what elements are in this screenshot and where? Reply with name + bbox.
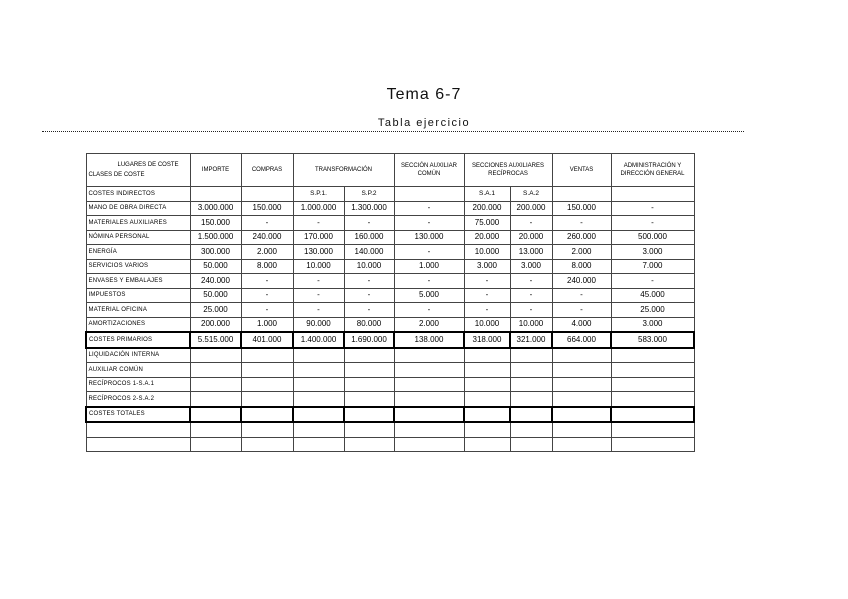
- subheader-sp2: S.P.2: [344, 187, 394, 202]
- blank-cell: [190, 422, 241, 437]
- row-value-cell: 200.000: [510, 201, 552, 216]
- table-row: [86, 363, 694, 378]
- header-corner-cell: [86, 154, 190, 187]
- subheader-costes-indirectos: COSTES INDIRECTOS: [86, 187, 190, 202]
- row-value-cell: 5.000: [394, 288, 464, 303]
- row-value-cell: [552, 377, 611, 392]
- row-value-cell: [510, 348, 552, 363]
- dotted-divider: [42, 131, 744, 132]
- table-row: [86, 303, 694, 318]
- row-value-cell: -: [611, 216, 694, 231]
- row-value-cell: 2.000: [241, 245, 293, 260]
- blank-row: [86, 422, 694, 437]
- row-value-cell: 1.500.000: [190, 230, 241, 245]
- row-value-cell: 150.000: [241, 201, 293, 216]
- row-value-cell: [293, 392, 344, 407]
- row-value-cell: [611, 392, 694, 407]
- row-value-cell: 90.000: [293, 317, 344, 332]
- blank-cell: [552, 422, 611, 437]
- row-value-cell: [241, 407, 293, 423]
- row-value-cell: [344, 363, 394, 378]
- blank-cell: [293, 422, 344, 437]
- row-value-cell: 318.000: [464, 332, 510, 348]
- table-row: [86, 317, 694, 332]
- subheader-row: [86, 187, 694, 202]
- row-concept: AUXILIAR COMÚN: [86, 363, 190, 378]
- subheader-cell: [611, 187, 694, 202]
- row-value-cell: 4.000: [552, 317, 611, 332]
- row-value-cell: 75.000: [464, 216, 510, 231]
- row-value-cell: 5.515.000: [190, 332, 241, 348]
- row-value-cell: -: [293, 274, 344, 289]
- row-value-cell: [241, 363, 293, 378]
- row-value-cell: [510, 377, 552, 392]
- header-lugares-de-coste: LUGARES DE COSTE: [117, 162, 179, 168]
- row-value-cell: 10.000: [464, 317, 510, 332]
- row-value-cell: [552, 407, 611, 423]
- table-header-row: [86, 154, 694, 187]
- row-concept: MATERIALES AUXILIARES: [86, 216, 190, 231]
- subheader-sa2: S.A.2: [510, 187, 552, 202]
- blank-cell: [464, 437, 510, 452]
- row-value-cell: 150.000: [552, 201, 611, 216]
- header-seccion-auxiliar-comun: SECCIÓN AUXILIAR COMÚN: [394, 154, 464, 187]
- row-value-cell: 200.000: [464, 201, 510, 216]
- row-value-cell: 50.000: [190, 288, 241, 303]
- row-value-cell: [464, 348, 510, 363]
- blank-cell: [611, 437, 694, 452]
- row-value-cell: -: [552, 288, 611, 303]
- row-value-cell: [510, 392, 552, 407]
- blank-cell: [344, 437, 394, 452]
- row-value-cell: [190, 377, 241, 392]
- row-value-cell: [611, 377, 694, 392]
- header-clases-de-coste: CLASES DE COSTE: [88, 172, 145, 178]
- row-value-cell: -: [464, 288, 510, 303]
- table-row: [86, 274, 694, 289]
- row-value-cell: -: [510, 288, 552, 303]
- row-value-cell: [344, 348, 394, 363]
- row-value-cell: [464, 407, 510, 423]
- row-value-cell: -: [394, 216, 464, 231]
- table-row: [86, 392, 694, 407]
- row-value-cell: 240.000: [552, 274, 611, 289]
- table-row: [86, 201, 694, 216]
- row-value-cell: 170.000: [293, 230, 344, 245]
- table-row: [86, 245, 694, 260]
- row-value-cell: 80.000: [344, 317, 394, 332]
- table-row: [86, 230, 694, 245]
- row-value-cell: 13.000: [510, 245, 552, 260]
- row-concept: SERVICIOS VARIOS: [86, 259, 190, 274]
- row-concept: ENVASES Y EMBALAJES: [86, 274, 190, 289]
- blank-cell: [86, 422, 190, 437]
- row-concept: ENERGÍA: [86, 245, 190, 260]
- blank-cell: [510, 437, 552, 452]
- row-value-cell: [344, 392, 394, 407]
- row-value-cell: [190, 363, 241, 378]
- header-importe: IMPORTE: [190, 154, 241, 187]
- row-value-cell: -: [344, 303, 394, 318]
- row-value-cell: 140.000: [344, 245, 394, 260]
- subheader-sa1: S.A.1: [464, 187, 510, 202]
- row-value-cell: -: [394, 245, 464, 260]
- blank-cell: [394, 422, 464, 437]
- row-value-cell: -: [241, 288, 293, 303]
- row-value-cell: [464, 377, 510, 392]
- row-concept: RECÍPROCOS 2-S.A.2: [86, 392, 190, 407]
- row-value-cell: [611, 363, 694, 378]
- row-value-cell: 240.000: [241, 230, 293, 245]
- table-row: [86, 377, 694, 392]
- header-transformacion: TRANSFORMACIÓN: [293, 154, 394, 187]
- row-value-cell: 583.000: [611, 332, 694, 348]
- row-concept: LIQUIDACIÓN INTERNA: [86, 348, 190, 363]
- header-compras: COMPRAS: [241, 154, 293, 187]
- row-concept: MANO DE OBRA DIRECTA: [86, 201, 190, 216]
- row-value-cell: -: [344, 288, 394, 303]
- row-value-cell: -: [241, 274, 293, 289]
- row-value-cell: [464, 392, 510, 407]
- row-value-cell: 200.000: [190, 317, 241, 332]
- row-value-cell: 1.000: [241, 317, 293, 332]
- row-value-cell: -: [293, 303, 344, 318]
- row-value-cell: 3.000: [464, 259, 510, 274]
- row-value-cell: 25.000: [190, 303, 241, 318]
- row-concept: AMORTIZACIONES: [86, 317, 190, 332]
- row-value-cell: 50.000: [190, 259, 241, 274]
- row-value-cell: -: [241, 216, 293, 231]
- row-value-cell: 150.000: [190, 216, 241, 231]
- row-value-cell: 45.000: [611, 288, 694, 303]
- row-value-cell: 1.690.000: [344, 332, 394, 348]
- row-value-cell: -: [510, 303, 552, 318]
- row-value-cell: [510, 407, 552, 423]
- row-value-cell: 1.000.000: [293, 201, 344, 216]
- table-row: [86, 216, 694, 231]
- row-value-cell: 20.000: [464, 230, 510, 245]
- row-value-cell: 664.000: [552, 332, 611, 348]
- row-value-cell: [293, 407, 344, 423]
- row-value-cell: 1.400.000: [293, 332, 344, 348]
- row-value-cell: 3.000: [510, 259, 552, 274]
- row-value-cell: [293, 348, 344, 363]
- subheader-cell: [394, 187, 464, 202]
- subheader-cell: [241, 187, 293, 202]
- row-concept: RECÍPROCOS 1-S.A.1: [86, 377, 190, 392]
- row-value-cell: 2.000: [394, 317, 464, 332]
- row-value-cell: [394, 377, 464, 392]
- blank-cell: [86, 437, 190, 452]
- row-value-cell: -: [552, 216, 611, 231]
- row-value-cell: [552, 392, 611, 407]
- blank-cell: [464, 422, 510, 437]
- header-administracion: ADMINISTRACIÓN Y DIRECCIÓN GENERAL: [611, 154, 694, 187]
- row-value-cell: -: [394, 303, 464, 318]
- blank-row: [86, 437, 694, 452]
- page-title: Tema 6-7: [386, 86, 462, 103]
- table-row: [86, 288, 694, 303]
- row-value-cell: 300.000: [190, 245, 241, 260]
- row-value-cell: [394, 392, 464, 407]
- row-value-cell: 7.000: [611, 259, 694, 274]
- row-value-cell: [510, 363, 552, 378]
- row-value-cell: -: [394, 274, 464, 289]
- blank-cell: [611, 422, 694, 437]
- header-secciones-reciprocas: SECCIONES AUXILIARES RECÍPROCAS: [464, 154, 552, 187]
- row-value-cell: 3.000: [611, 245, 694, 260]
- row-concept: COSTES TOTALES: [86, 407, 190, 423]
- row-value-cell: [394, 363, 464, 378]
- row-value-cell: -: [464, 303, 510, 318]
- blank-cell: [394, 437, 464, 452]
- row-value-cell: [464, 363, 510, 378]
- row-value-cell: -: [344, 216, 394, 231]
- row-value-cell: 25.000: [611, 303, 694, 318]
- costes-primarios-row: [86, 332, 694, 348]
- row-value-cell: [611, 348, 694, 363]
- row-value-cell: [241, 348, 293, 363]
- row-value-cell: 10.000: [464, 245, 510, 260]
- row-value-cell: -: [344, 274, 394, 289]
- cost-table: [85, 153, 695, 452]
- row-value-cell: 240.000: [190, 274, 241, 289]
- row-value-cell: -: [293, 288, 344, 303]
- row-value-cell: -: [394, 201, 464, 216]
- row-value-cell: [394, 348, 464, 363]
- row-value-cell: [241, 392, 293, 407]
- blank-cell: [344, 422, 394, 437]
- row-value-cell: 500.000: [611, 230, 694, 245]
- subheader-cell: [552, 187, 611, 202]
- row-value-cell: -: [611, 201, 694, 216]
- row-value-cell: 401.000: [241, 332, 293, 348]
- row-value-cell: 1.300.000: [344, 201, 394, 216]
- row-value-cell: 10.000: [344, 259, 394, 274]
- blank-cell: [510, 422, 552, 437]
- row-value-cell: [293, 377, 344, 392]
- row-value-cell: -: [241, 303, 293, 318]
- row-concept: MATERIAL OFICINA: [86, 303, 190, 318]
- costes-totales-row: [86, 407, 694, 423]
- blank-cell: [552, 437, 611, 452]
- row-value-cell: -: [464, 274, 510, 289]
- row-value-cell: 160.000: [344, 230, 394, 245]
- row-value-cell: [611, 407, 694, 423]
- row-value-cell: [552, 348, 611, 363]
- subheader-sp1: S.P.1.: [293, 187, 344, 202]
- row-value-cell: 10.000: [293, 259, 344, 274]
- row-value-cell: [293, 363, 344, 378]
- blank-cell: [190, 437, 241, 452]
- row-value-cell: [552, 363, 611, 378]
- row-concept: COSTES PRIMARIOS: [86, 332, 190, 348]
- row-value-cell: 130.000: [293, 245, 344, 260]
- page-subtitle: Tabla ejercicio: [377, 117, 471, 129]
- row-value-cell: [344, 377, 394, 392]
- row-value-cell: 8.000: [241, 259, 293, 274]
- row-concept: IMPUESTOS: [86, 288, 190, 303]
- row-value-cell: 321.000: [510, 332, 552, 348]
- row-value-cell: [190, 392, 241, 407]
- row-value-cell: 3.000: [611, 317, 694, 332]
- subheader-cell: [190, 187, 241, 202]
- blank-cell: [241, 437, 293, 452]
- row-value-cell: 1.000: [394, 259, 464, 274]
- table-row: [86, 259, 694, 274]
- row-value-cell: -: [611, 274, 694, 289]
- row-value-cell: 138.000: [394, 332, 464, 348]
- row-value-cell: 8.000: [552, 259, 611, 274]
- row-value-cell: -: [510, 274, 552, 289]
- blank-cell: [241, 422, 293, 437]
- row-value-cell: 130.000: [394, 230, 464, 245]
- row-value-cell: 260.000: [552, 230, 611, 245]
- blank-cell: [293, 437, 344, 452]
- row-value-cell: -: [510, 216, 552, 231]
- row-value-cell: [394, 407, 464, 423]
- table-row: [86, 348, 694, 363]
- row-value-cell: [190, 348, 241, 363]
- row-value-cell: 3.000.000: [190, 201, 241, 216]
- row-value-cell: 20.000: [510, 230, 552, 245]
- row-value-cell: -: [293, 216, 344, 231]
- header-ventas: VENTAS: [552, 154, 611, 187]
- row-value-cell: 2.000: [552, 245, 611, 260]
- row-value-cell: [241, 377, 293, 392]
- row-concept: NÓMINA PERSONAL: [86, 230, 190, 245]
- row-value-cell: -: [552, 303, 611, 318]
- row-value-cell: 10.000: [510, 317, 552, 332]
- row-value-cell: [190, 407, 241, 423]
- row-value-cell: [344, 407, 394, 423]
